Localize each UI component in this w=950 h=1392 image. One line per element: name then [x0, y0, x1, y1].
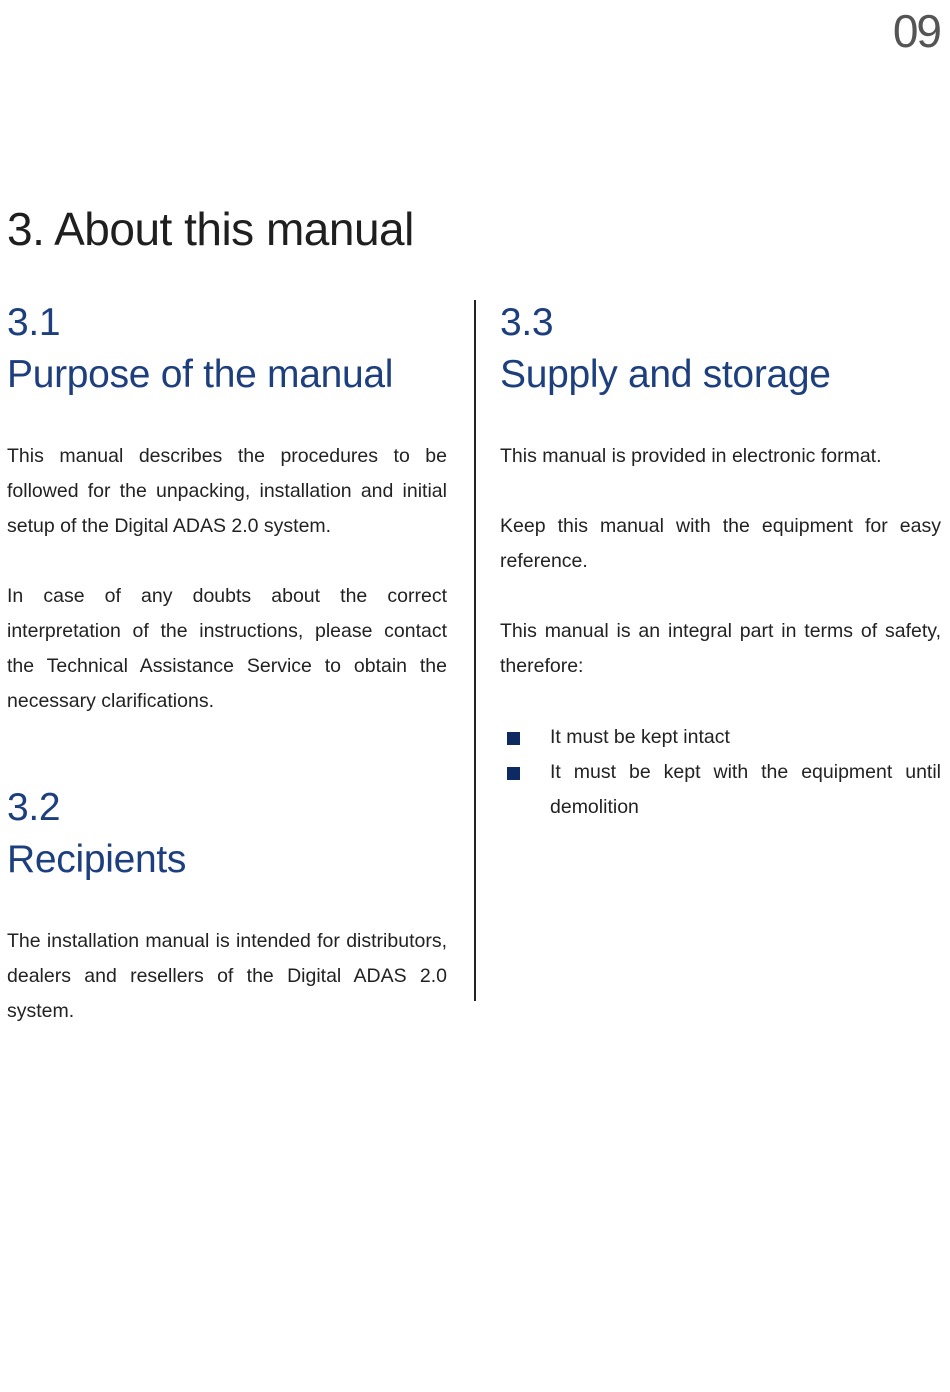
section-3-1-number: 3.1 — [7, 301, 61, 344]
page-number: 09 — [892, 5, 940, 57]
section-3-2-paragraph-1: The installation manual is intended for distributors, dealers and resellers of the Digital ADAS 2.0 system. — [7, 930, 447, 1022]
section-3-3-number: 3.3 — [500, 301, 554, 344]
section-3-2-heading — [7, 782, 447, 886]
page-title: 3. About this manual — [7, 203, 414, 255]
left-column — [7, 297, 447, 1029]
section-3-3-heading — [500, 297, 941, 401]
section-3-2-number: 3.2 — [7, 786, 61, 829]
list-item — [500, 720, 941, 755]
section-3-1-paragraph-2: In case of any doubts about the correct interpretation of the instructions, please contact the Technical Assistance Service to obtain the necessary clarifications. — [7, 585, 447, 712]
list-item — [500, 755, 941, 825]
square-bullet-icon — [507, 732, 520, 745]
section-3-3-title: Supply and storage — [500, 353, 831, 396]
section-3-3-paragraph-3: This manual is an integral part in terms of safety, therefore: — [500, 620, 941, 677]
square-bullet-icon — [507, 767, 520, 780]
column-divider — [474, 300, 476, 1001]
safety-list — [500, 720, 941, 825]
list-item-text: It must be kept with the equipment until demolition — [550, 761, 941, 818]
section-3-3-paragraph-2: Keep this manual with the equipment for easy reference. — [500, 515, 941, 572]
right-column — [500, 297, 941, 825]
list-item-text: It must be kept intact — [550, 726, 730, 748]
section-3-2-title: Recipients — [7, 838, 187, 881]
section-3-3-paragraph-1: This manual is provided in electronic format. — [500, 445, 882, 467]
section-3-1-title: Purpose of the manual — [7, 353, 394, 396]
section-3-1-heading — [7, 297, 447, 401]
section-3-1-paragraph-1: This manual describes the procedures to be followed for the unpacking, installation and initial setup of the Digital ADAS 2.0 system. — [7, 445, 447, 537]
